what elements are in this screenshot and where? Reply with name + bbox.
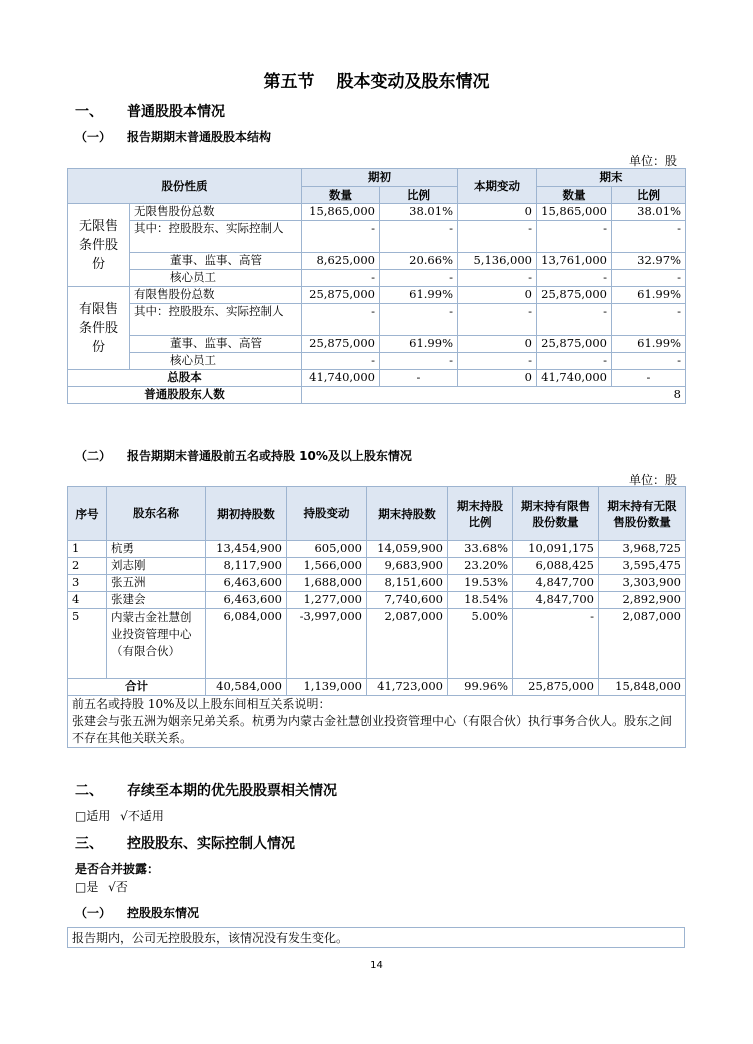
hdr-end: 期末	[537, 169, 686, 187]
heading-two-text: 存续至本期的优先股股票相关情况	[127, 783, 337, 799]
cell-end-ratio: -	[612, 353, 686, 370]
subheading-two-text: 报告期期末普通股前五名或持股 10%及以上股东情况	[127, 449, 412, 463]
cell-change: -3,997,000	[287, 609, 367, 679]
hdr-end: 期末持股数	[367, 487, 448, 541]
cell-end-qty: -	[537, 304, 612, 336]
cell-begin: 6,463,600	[206, 592, 287, 609]
hdr-name: 股东名称	[107, 487, 206, 541]
cell-change: -	[458, 304, 537, 336]
holders-row	[68, 387, 686, 404]
cell-end-ratio: 61.99%	[612, 336, 686, 353]
subheading-three-text: 控股股东情况	[127, 906, 200, 920]
cell-change: 1,277,000	[287, 592, 367, 609]
hdr-end-qty: 数量	[537, 187, 612, 204]
cell-begin-ratio: -	[380, 221, 458, 253]
table-row	[68, 221, 686, 253]
cell-no: 4	[68, 592, 107, 609]
option-yes: □是	[75, 880, 99, 894]
cell-begin: 6,463,600	[206, 575, 287, 592]
heading-three	[75, 833, 295, 853]
subheading-two-num: （二）	[75, 449, 112, 463]
merge-question: 是否合并披露：	[75, 862, 160, 876]
heading-three-num: 三、	[75, 836, 103, 852]
heading-two	[75, 780, 337, 800]
total-row	[68, 679, 686, 696]
cell-end: 8,151,600	[367, 575, 448, 592]
cell-begin-qty: 25,875,000	[302, 287, 380, 304]
cell-change: -	[458, 270, 537, 287]
option-applicable: □适用	[75, 809, 111, 823]
share-structure-table	[67, 168, 686, 404]
total-label: 合计	[68, 679, 206, 696]
cell-restricted: -	[513, 609, 599, 679]
cell-begin-ratio: 20.66%	[380, 253, 458, 270]
cell-end: 41,723,000	[367, 679, 448, 696]
subheading-one-text: 报告期期末普通股股本结构	[127, 130, 272, 144]
cell-change: 0	[458, 336, 537, 353]
cell-begin-ratio: 61.99%	[380, 287, 458, 304]
hdr-begin: 期初	[302, 169, 458, 187]
cell-end-ratio: -	[612, 270, 686, 287]
cell-end-qty: 15,865,000	[537, 204, 612, 221]
hdr-begin-ratio: 比例	[380, 187, 458, 204]
cell-change: 1,566,000	[287, 558, 367, 575]
option-no: √否	[108, 880, 128, 894]
row-label: 其中：控股股东、实际控制人	[130, 221, 302, 253]
hdr-change: 持股变动	[287, 487, 367, 541]
cell-name: 张建会	[107, 592, 206, 609]
cell-end-ratio: -	[612, 221, 686, 253]
top-shareholders-table	[67, 486, 686, 748]
table-row	[68, 204, 686, 221]
subheading-three	[75, 904, 199, 921]
preferred-options	[75, 807, 164, 824]
table-row	[68, 575, 686, 592]
hdr-no: 序号	[68, 487, 107, 541]
section-title	[0, 67, 753, 92]
unit-label-1: 单位：股	[628, 154, 677, 168]
cell-restricted: 6,088,425	[513, 558, 599, 575]
cell-end-qty: 25,875,000	[537, 287, 612, 304]
cell-begin-qty: -	[302, 221, 380, 253]
cell-end: 9,683,900	[367, 558, 448, 575]
cell-begin-ratio: -	[380, 270, 458, 287]
cell-end-qty: -	[537, 270, 612, 287]
cell-end-qty: -	[537, 221, 612, 253]
cell-begin-ratio: -	[380, 370, 458, 387]
cell-begin: 8,117,900	[206, 558, 287, 575]
cell-end: 14,059,900	[367, 541, 448, 558]
note-title: 前五名或持股 10%及以上股东间相互关系说明：	[72, 697, 331, 711]
section-heading: 股本变动及股东情况	[336, 72, 490, 92]
page-number: 14	[370, 960, 383, 971]
cell-begin-qty: -	[302, 270, 380, 287]
cell-end-qty: 13,761,000	[537, 253, 612, 270]
cell-end-qty: 25,875,000	[537, 336, 612, 353]
cell-begin: 13,454,900	[206, 541, 287, 558]
heading-three-text: 控股股东、实际控制人情况	[127, 836, 295, 852]
table-row	[68, 558, 686, 575]
cell-end-ratio: 61.99%	[612, 287, 686, 304]
cell-change: -	[458, 353, 537, 370]
cell-begin-qty: 25,875,000	[302, 336, 380, 353]
cell-begin-ratio: 38.01%	[380, 204, 458, 221]
cell-end-ratio: -	[612, 304, 686, 336]
cell-change: 0	[458, 204, 537, 221]
table-row	[68, 270, 686, 287]
cell-end-ratio: 32.97%	[612, 253, 686, 270]
cell-ratio: 23.20%	[448, 558, 513, 575]
cell-end: 7,740,600	[367, 592, 448, 609]
cell-begin-qty: 41,740,000	[302, 370, 380, 387]
table-row	[68, 253, 686, 270]
row-label: 董事、监事、高管	[130, 336, 302, 353]
heading-two-num: 二、	[75, 783, 103, 799]
cell-change: -	[458, 221, 537, 253]
option-not-applicable: √不适用	[120, 809, 164, 823]
note-row	[68, 696, 686, 748]
cell-change: 5,136,000	[458, 253, 537, 270]
cell-unrestricted: 3,595,475	[599, 558, 686, 575]
relationship-note	[68, 696, 686, 748]
heading-one	[75, 101, 225, 121]
cell-unrestricted: 2,087,000	[599, 609, 686, 679]
cell-ratio: 33.68%	[448, 541, 513, 558]
cell-unrestricted: 3,968,725	[599, 541, 686, 558]
unit-label-2: 单位：股	[628, 473, 677, 487]
heading-one-text: 普通股股本情况	[127, 104, 225, 120]
cell-begin-qty: -	[302, 353, 380, 370]
cell-ratio: 18.54%	[448, 592, 513, 609]
table-row	[68, 336, 686, 353]
hdr-ratio: 期末持股比例	[448, 487, 513, 541]
cell-begin-qty: -	[302, 304, 380, 336]
cell-name: 杭勇	[107, 541, 206, 558]
total-row	[68, 370, 686, 387]
total-label: 总股本	[68, 370, 302, 387]
group-restricted: 有限售条件股份	[68, 287, 130, 370]
cell-unrestricted: 15,848,000	[599, 679, 686, 696]
row-label: 核心员工	[130, 270, 302, 287]
subheading-three-num: （一）	[75, 906, 112, 920]
cell-end: 2,087,000	[367, 609, 448, 679]
cell-ratio: 99.96%	[448, 679, 513, 696]
cell-change: 0	[458, 287, 537, 304]
merge-options	[75, 878, 128, 895]
cell-begin-ratio: -	[380, 353, 458, 370]
subheading-two	[75, 447, 412, 464]
cell-no: 3	[68, 575, 107, 592]
cell-begin-ratio: 61.99%	[380, 336, 458, 353]
hdr-end-ratio: 比例	[612, 187, 686, 204]
cell-begin-ratio: -	[380, 304, 458, 336]
cell-no: 1	[68, 541, 107, 558]
section-number: 第五节	[263, 72, 315, 92]
note-body: 张建会与张五洲为姻亲兄弟关系。杭勇为内蒙古金社慧创业投资管理中心（有限合伙）执行事务合伙人。股东之间不存在其他关联关系。	[72, 714, 673, 745]
row-label: 核心员工	[130, 353, 302, 370]
cell-name: 刘志刚	[107, 558, 206, 575]
cell-restricted: 4,847,700	[513, 575, 599, 592]
table-row	[68, 592, 686, 609]
cell-restricted: 25,875,000	[513, 679, 599, 696]
cell-end-ratio: 38.01%	[612, 204, 686, 221]
subheading-one	[75, 128, 271, 145]
cell-unrestricted: 2,892,900	[599, 592, 686, 609]
cell-begin: 6,084,000	[206, 609, 287, 679]
cell-end-qty: -	[537, 353, 612, 370]
cell-restricted: 10,091,175	[513, 541, 599, 558]
cell-end-ratio: -	[612, 370, 686, 387]
heading-one-num: 一、	[75, 104, 103, 120]
row-label: 有限售股份总数	[130, 287, 302, 304]
hdr-restricted: 期末持有限售股份数量	[513, 487, 599, 541]
row-label: 董事、监事、高管	[130, 253, 302, 270]
table-row	[68, 304, 686, 336]
hdr-begin: 期初持股数	[206, 487, 287, 541]
hdr-nature: 股份性质	[68, 169, 302, 204]
cell-change: 0	[458, 370, 537, 387]
cell-change: 1,139,000	[287, 679, 367, 696]
cell-begin: 40,584,000	[206, 679, 287, 696]
cell-name: 内蒙古金社慧创业投资管理中心（有限合伙）	[107, 609, 206, 679]
cell-ratio: 19.53%	[448, 575, 513, 592]
cell-ratio: 5.00%	[448, 609, 513, 679]
cell-restricted: 4,847,700	[513, 592, 599, 609]
cell-change: 1,688,000	[287, 575, 367, 592]
table-row	[68, 609, 686, 679]
subheading-one-num: （一）	[75, 130, 112, 144]
hdr-change: 本期变动	[458, 169, 537, 204]
holders-value: 8	[302, 387, 686, 404]
cell-unrestricted: 3,303,900	[599, 575, 686, 592]
cell-no: 2	[68, 558, 107, 575]
controller-note: 报告期内，公司无控股股东，该情况没有发生变化。	[67, 927, 685, 948]
cell-end-qty: 41,740,000	[537, 370, 612, 387]
cell-name: 张五洲	[107, 575, 206, 592]
table-row	[68, 287, 686, 304]
table-row	[68, 541, 686, 558]
hdr-unrestricted: 期末持有无限售股份数量	[599, 487, 686, 541]
cell-begin-qty: 8,625,000	[302, 253, 380, 270]
hdr-begin-qty: 数量	[302, 187, 380, 204]
group-unrestricted: 无限售条件股份	[68, 204, 130, 287]
row-label: 无限售股份总数	[130, 204, 302, 221]
cell-begin-qty: 15,865,000	[302, 204, 380, 221]
cell-change: 605,000	[287, 541, 367, 558]
holders-label: 普通股股东人数	[68, 387, 302, 404]
table-row	[68, 353, 686, 370]
cell-no: 5	[68, 609, 107, 679]
row-label: 其中：控股股东、实际控制人	[130, 304, 302, 336]
